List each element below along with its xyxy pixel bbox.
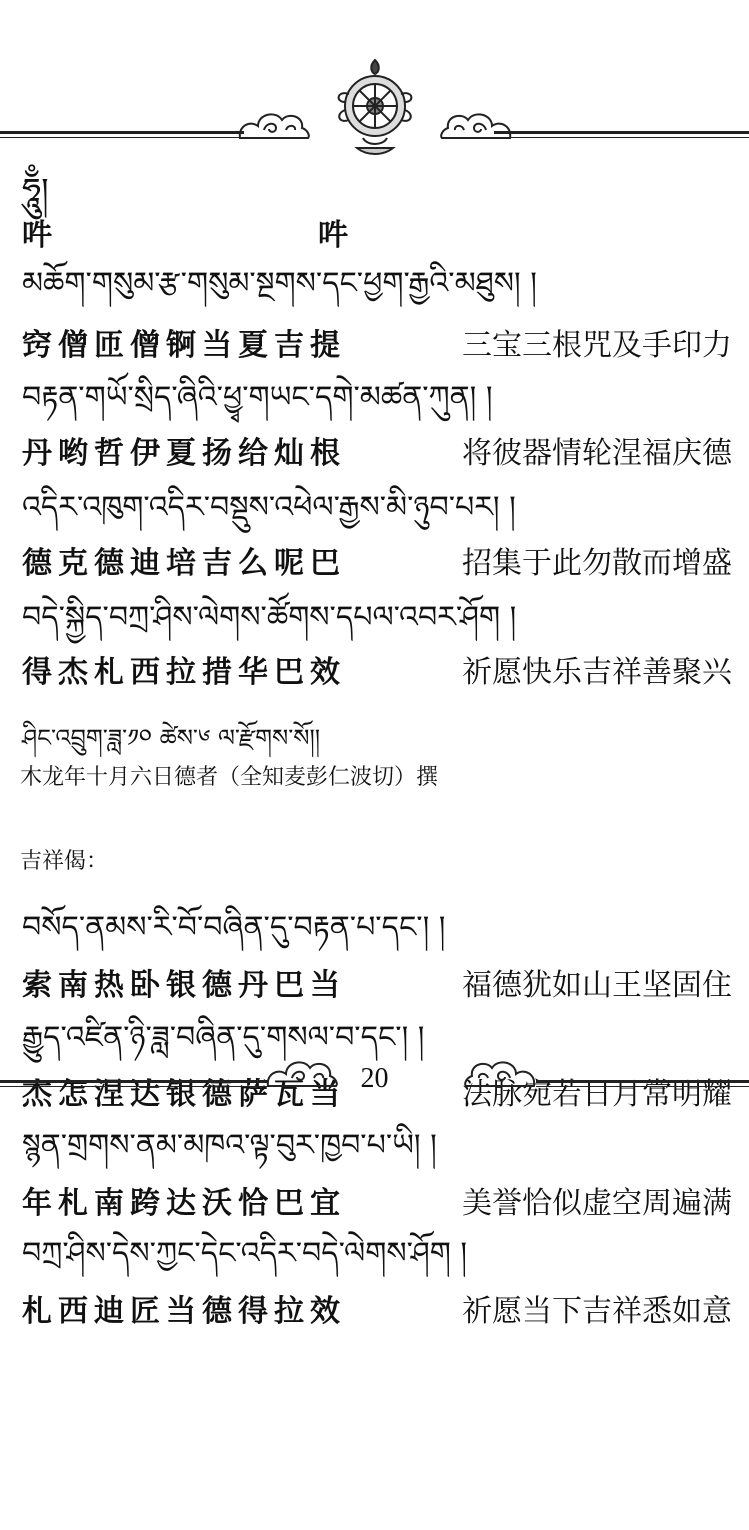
dharma-wheel-icon	[327, 56, 423, 158]
verse-1-line-3-chinese: 招集于此勿散而增盛	[462, 546, 732, 581]
verse-1-line-3-phonetic: 德克德迪培吉么呢巴	[22, 546, 346, 581]
verse-2-line-3-phonetic: 年札南跨达沃恰巴宜	[22, 1186, 346, 1221]
section-title: 吉祥偈：	[20, 849, 109, 874]
verse-2-line-1-tibetan: བསོད་ནམས་རི་བོ་བཞིན་དུ་བརྟན་པ་དང་། །	[22, 910, 446, 945]
seed-syllable-phonetic-left: 吽	[22, 218, 58, 253]
verse-1-line-3-tibetan: འདིར་འཁུག་འདིར་བསྡུས་འཕེལ་རྒྱས་མི་ཉུབ་པར། །	[22, 490, 516, 525]
verse-2-line-1-chinese: 福德犹如山王坚固住	[462, 968, 732, 1003]
verse-1-line-2-phonetic: 丹哟哲伊夏扬给灿根	[22, 436, 346, 471]
verse-2-line-4-tibetan: བཀྲ་ཤིས་དེས་ཀྱང་དེང་འདིར་བདེ་ལེགས་ཤོག །	[22, 1236, 468, 1271]
verse-1-line-2-tibetan: བརྟན་གཡོ་སྲིད་ཞིའི་ཕྱྭ་གཡང་དགེ་མཚན་ཀུན། །	[22, 380, 493, 415]
verse-1-line-2-chinese: 将彼器情轮涅福庆德	[462, 436, 732, 471]
verse-1-line-1-chinese: 三宝三根咒及手印力	[462, 328, 732, 363]
verse-2-line-2-tibetan: རྒྱུད་འཛིན་ཉི་ཟླ་བཞིན་དུ་གསལ་བ་དང་། །	[22, 1020, 425, 1055]
verse-2-line-3-chinese: 美誉恰似虚空周遍满	[462, 1186, 732, 1221]
verse-2-line-2-phonetic: 杰怎涅达银德萨瓦当	[22, 1077, 346, 1112]
cloud-icon-right	[438, 108, 514, 142]
page-number: 20	[360, 1063, 389, 1094]
verse-2-line-1-phonetic: 索南热卧银德丹巴当	[22, 968, 346, 1003]
verse-2-line-4-chinese: 祈愿当下吉祥悉如意	[462, 1294, 732, 1329]
cloud-icon-left	[236, 108, 312, 142]
colophon-chinese: 木龙年十月六日德者（全知麦彭仁波切）撰	[20, 765, 439, 790]
verse-1-line-4-chinese: 祈愿快乐吉祥善聚兴	[462, 655, 732, 690]
verse-1-line-1-phonetic: 窍僧匝僧锕当夏吉提	[22, 328, 346, 363]
colophon-tibetan: ཤིང་འབྲུག་ཟླ་༡༠ ཚེས་༦ ལ་རྫོགས་སོ།།	[22, 724, 321, 752]
verse-1-line-4-tibetan: བདེ་སྐྱིད་བཀྲ་ཤིས་ལེགས་ཚོགས་དཔལ་འབར་ཤོག །	[22, 600, 517, 635]
seed-syllable-phonetic-right: 吽	[318, 218, 354, 253]
verse-2-line-2-chinese: 法脉宛若日月常明耀	[462, 1077, 732, 1112]
verse-2-line-4-phonetic: 札西迪匠当德得拉效	[22, 1294, 346, 1329]
verse-1-line-1-tibetan: མཆོག་གསུམ་རྩ་གསུམ་སྔགས་དང་ཕྱག་རྒྱའི་མཐུས། །	[22, 266, 537, 301]
verse-1-line-4-phonetic: 得杰札西拉措华巴效	[22, 655, 346, 690]
seed-syllable-tibetan: ཧཱུྃ།	[22, 171, 49, 211]
verse-2-line-3-tibetan: སྙན་གྲགས་ནམ་མཁའ་ལྟ་བུར་ཁྱབ་པ་ཡི། །	[22, 1128, 437, 1163]
